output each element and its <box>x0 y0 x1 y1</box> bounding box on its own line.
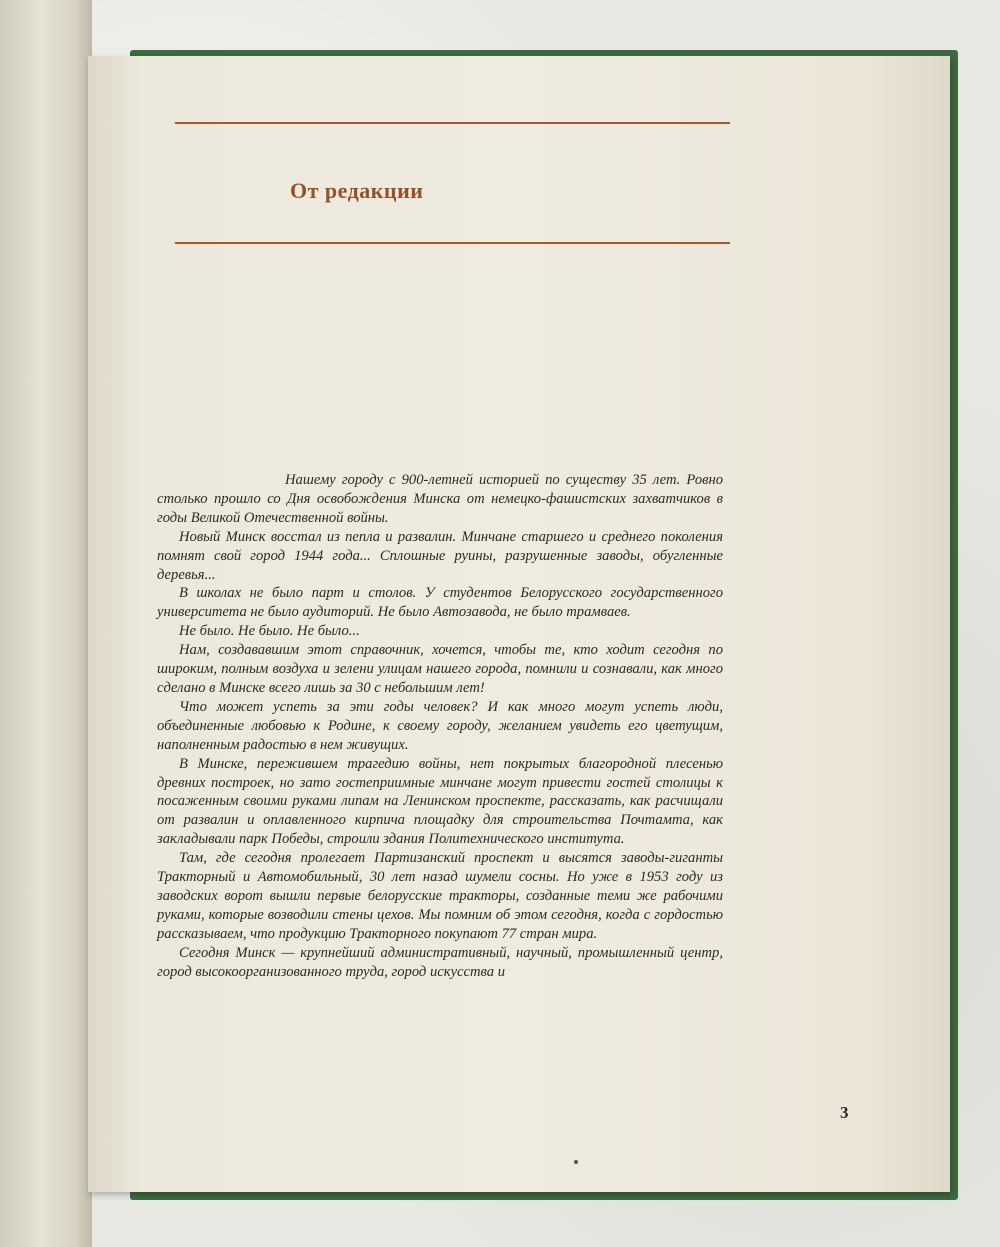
body-text <box>157 471 723 981</box>
paragraph-2: Новый Минск восстал из пепла и развалин. Минчане старшего и среднего поколения помнят свой город 1944 года... Сплошные руины, разрушенные заводы, обугленные деревья... <box>157 528 723 583</box>
paragraph-6: Что может успеть за эти годы человек? И как много могут успеть люди, объединенные любовью к Родине, к своему городу, желанием увидеть его цветущим, наполненным радостью в нем живущих. <box>157 698 723 753</box>
page-mark <box>574 1160 578 1164</box>
paragraph-4: Не было. Не было. Не было... <box>179 623 360 640</box>
page-title: От редакции <box>290 178 424 203</box>
paragraph-1: Нашему городу с 900-летней историей по существу 35 лет. Ровно столько прошло со Дня освобождения Минска от немецко-фашистских захватчиков в годы Великой Отечественной войны. <box>157 472 723 526</box>
page-number: 3 <box>840 1103 849 1122</box>
paragraph-8: Там, где сегодня пролегает Партизанский проспект и высятся заводы-гиганты Тракторный и Автомобильный, 30 лет назад шумели сосны. Но уже в 1953 году из заводских ворот вышли первые белорусские тракторы, созданные теми же рабочими руками, которые возводили стены цехов. Мы помним об этом сегодня, когда с гордостью рассказываем, что продукцию Тракторного покупают 77 стран мира. <box>157 850 723 942</box>
paragraph-7: В Минске, пережившем трагедию войны, нет покрытых благородной плесенью древних построек, но зато гостеприимные минчане могут привести гостей столицы к посаженным своими руками липам на Ленинском проспекте, рассказать, как расчищали от развалин и оплавленного кирпича площадку для строительства Почтамта, как закладывали парк Победы, строили здания Политехнического института. <box>157 755 723 848</box>
paragraph-3: В школах не было парт и столов. У студентов Белорусского государственного университета не было аудиторий. Не было Автозавода, не было трамваев. <box>157 585 723 621</box>
left-page <box>0 0 92 1247</box>
bottom-rule <box>175 242 730 244</box>
paragraph-5: Нам, создававшим этот справочник, хочется, чтобы те, кто ходит сегодня по широким, полным воздуха и зелени улицам нашего города, помнили и сознавали, как много сделано в Минске всего лишь за 30 с небольшим лет! <box>157 642 723 696</box>
paragraph-9: Сегодня Минск — крупнейший административный, научный, промышленный центр, город высокоорганизованного труда, город искусства и <box>157 944 723 980</box>
top-rule <box>175 122 730 124</box>
